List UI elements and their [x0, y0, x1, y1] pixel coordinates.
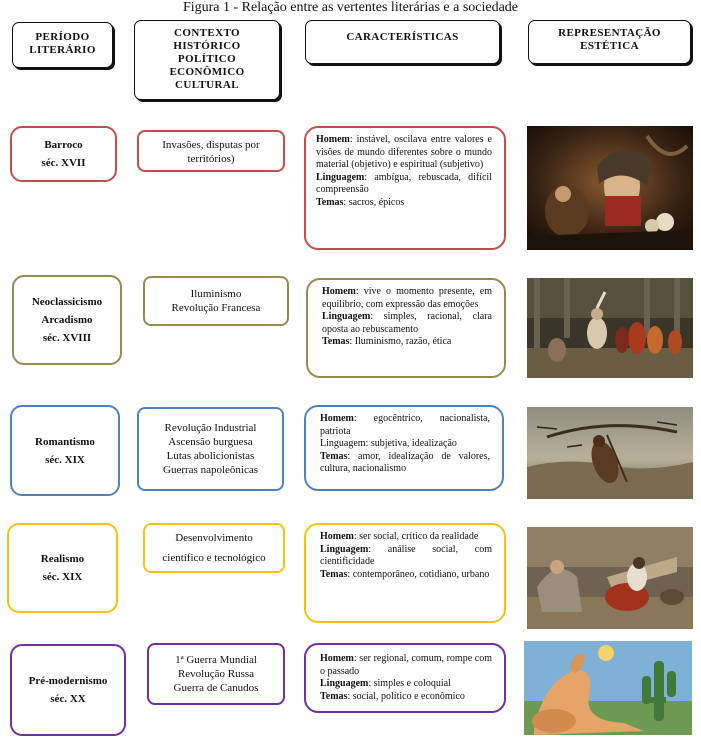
- homem-text: : instável, oscilava entre valores e visões de mundo diferentes sobre o mundo material (objetivo) e espiritual (subjetivo): [316, 134, 492, 170]
- temas-label: Temas: [316, 196, 344, 208]
- temas-label: Temas: [320, 450, 348, 462]
- temas-text: : social, político e econômico: [347, 690, 465, 702]
- period-century: séc. XVII: [41, 157, 86, 169]
- header-periodo-line: LITERÁRIO: [29, 44, 96, 56]
- header-representacao: [528, 20, 691, 64]
- linguagem-label: Linguagem: [316, 171, 365, 183]
- homem-label: Homem: [316, 134, 350, 145]
- temas-text: : amor, idealização de valores, cultura, nacionalismo: [320, 450, 490, 474]
- header-contexto-line: ECONÔMICO: [169, 66, 245, 78]
- linguagem-text: : ambígua, rebuscada, difícil compreensão: [316, 171, 492, 195]
- period-name: Neoclassicismo: [31, 296, 103, 308]
- characteristics-box-pre-modernismo: [304, 643, 506, 713]
- temas-label: Temas: [322, 336, 350, 347]
- period-name-alt: Arcadismo: [41, 314, 93, 326]
- characteristics-box-neoclassicismo: [306, 278, 506, 378]
- context-line: Revolução Russa: [177, 668, 255, 680]
- temas-label: Temas: [320, 568, 348, 580]
- header-contexto-line: CONTEXTO: [174, 27, 240, 39]
- homem-text: : ser social, crítico da realidade: [353, 531, 479, 542]
- period-name: Barroco: [44, 139, 83, 151]
- temas-label: Temas: [320, 690, 348, 702]
- period-century: séc. XVIII: [42, 332, 92, 344]
- context-box-romantismo: [137, 407, 284, 491]
- linguagem-label: Linguagem: [322, 311, 371, 322]
- header-periodo: [12, 22, 113, 68]
- homem-label: Homem: [320, 531, 354, 542]
- header-representacao-line: ESTÉTICA: [580, 40, 639, 52]
- homem-text: : ser regional, comum, rompe com o passado: [320, 653, 492, 677]
- temas-text: : sacros, épicos: [343, 196, 405, 208]
- romantic-painting-image: [527, 407, 693, 499]
- context-line: Guerra de Canudos: [173, 682, 259, 694]
- period-name: Pré-modernismo: [28, 675, 108, 687]
- context-line: Iluminismo: [190, 288, 242, 300]
- context-box-barroco: [137, 130, 285, 172]
- context-box-realismo: [143, 523, 285, 573]
- context-box-pre-modernismo: [147, 643, 285, 705]
- homem-label: Homem: [320, 413, 354, 424]
- context-line: Lutas abolicionistas: [166, 450, 255, 462]
- context-line: Desenvolvimento: [175, 532, 253, 544]
- linguagem-text: : simples, racional, clara oposta ao rebuscamento: [322, 311, 492, 335]
- context-line: Revolução Industrial: [164, 422, 257, 434]
- linguagem-label: Linguagem: [320, 678, 369, 689]
- context-line: Revolução Francesa: [171, 302, 261, 314]
- period-box-barroco: [10, 126, 117, 182]
- homem-label: Homem: [322, 286, 356, 297]
- period-century: séc. XIX: [45, 453, 85, 466]
- header-contexto-line: POLÍTICO: [177, 53, 237, 65]
- neoclassical-painting-image: [527, 278, 693, 378]
- period-century: séc. XX: [50, 693, 86, 705]
- period-box-neoclassicismo: [12, 275, 122, 365]
- context-line: 1ª Guerra Mundial: [175, 654, 257, 666]
- period-name: Romantismo: [35, 435, 95, 448]
- header-representacao-line: REPRESENTAÇÃO: [558, 27, 661, 39]
- context-line: Ascensão burguesa: [168, 436, 253, 448]
- period-century: séc. XIX: [42, 571, 83, 583]
- header-caracteristicas-line: CARACTERÍSTICAS: [346, 31, 459, 43]
- realist-painting-image: [527, 527, 693, 629]
- modernist-painting-image: [524, 641, 692, 735]
- context-line: científico e tecnológico: [162, 552, 266, 564]
- homem-label: Homem: [320, 653, 354, 664]
- homem-text: : vive o momento presente, em equilíbrio, com expressão das emoções: [322, 286, 492, 310]
- period-box-realismo: [7, 523, 118, 613]
- homem-text: : egocêntrico, nacionalista, patriota: [320, 413, 490, 437]
- linguagem-text: : análise social, com cientificidade: [320, 543, 492, 567]
- context-line: Guerras napoleônicas: [163, 464, 258, 476]
- context-line: territórios): [187, 153, 235, 165]
- period-box-romantismo: [10, 405, 120, 496]
- header-contexto-line: CULTURAL: [175, 79, 239, 91]
- context-box-neoclassicismo: [143, 276, 289, 326]
- characteristics-box-romantismo: [304, 405, 504, 491]
- header-periodo-line: PERÍODO: [35, 31, 90, 43]
- period-name: Realismo: [40, 553, 85, 565]
- linguagem-text: Linguagem: subjetiva, idealização: [320, 438, 457, 449]
- context-line: Invasões, disputas por: [162, 139, 260, 151]
- temas-text: : contemporâneo, cotidiano, urbano: [347, 568, 490, 580]
- temas-text: : Iluminismo, razão, ética: [349, 336, 452, 347]
- period-box-pre-modernismo: [10, 644, 126, 736]
- linguagem-label: Linguagem: [320, 543, 369, 555]
- baroque-painting-image: [527, 126, 693, 250]
- header-caracteristicas: [305, 20, 500, 64]
- header-contexto-line: HISTÓRICO: [173, 40, 241, 52]
- linguagem-text: : simples e coloquial: [368, 678, 451, 689]
- figure-title: Figura 1 - Relação entre as vertentes literárias e a sociedade: [182, 0, 519, 15]
- header-contexto: [134, 20, 280, 100]
- characteristics-box-barroco: [304, 126, 506, 250]
- characteristics-box-realismo: [304, 523, 506, 623]
